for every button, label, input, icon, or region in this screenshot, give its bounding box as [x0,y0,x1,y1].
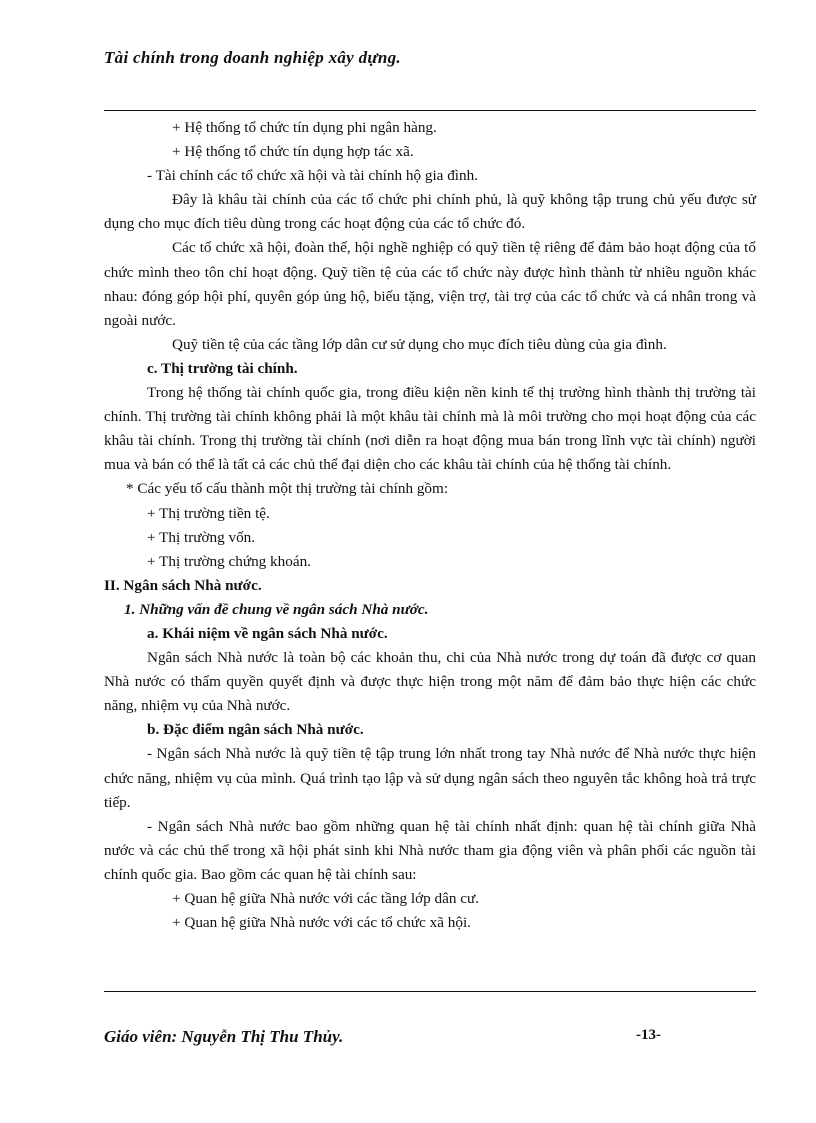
list-item: + Thị trường tiền tệ. [147,504,270,522]
header-divider [104,110,756,111]
list-item: + Hệ thống tổ chức tín dụng phi ngân hàng. [172,119,437,136]
list-item: - Tài chính các tổ chức xã hội và tài chính hộ gia đình. [147,167,479,185]
section-heading-a: a. Khái niệm về ngân sách Nhà nước. [147,624,388,642]
list-item: + Hệ thống tổ chức tín dụng hợp tác xã. [172,143,414,161]
paragraph: - Ngân sách Nhà nước bao gồm những quan hệ tài chính nhất định: quan hệ tài chính giữa Nhà nước và các chủ thể trong xã hội phát sinh khi Nhà nước tham gia động viên và phân phối các nguồn tài chính quốc gia. Bao gồm các quan hệ tài chính sau: [104,817,756,883]
paragraph: Đây là khâu tài chính của các tổ chức phi chính phủ, là quỹ không tập trung chủ yếu được sử dụng cho mục đích tiêu dùng trong các hoạt động của các tổ chức đó. [104,191,756,233]
page-body [104,116,756,935]
paragraph: - Ngân sách Nhà nước là quỹ tiền tệ tập trung lớn nhất trong tay Nhà nước để Nhà nước thực hiện chức năng, nhiệm vụ của mình. Quá trình tạo lập và sử dụng ngân sách theo nguyên tắc không hoà trả trực tiếp. [104,745,756,811]
list-item: + Quan hệ giữa Nhà nước với các tầng lớp dân cư. [172,890,480,907]
section-heading-c: c. Thị trường tài chính. [147,359,298,377]
paragraph: Trong hệ thống tài chính quốc gia, trong điều kiện nền kinh tế thị trường hình thành thị trường tài chính. Thị trường tài chính không phải là một khâu tài chính mà là môi trường cho mọi hoạt động của các khâu tài chính. Trong thị trường tài chính (nơi diễn ra hoạt động mua bán trong lĩnh vực tài chính) người mua và bán có thể là tất cả các chủ thể đại diện cho các khâu tài chính của hệ thống tài chính. [104,384,756,474]
paragraph: Ngân sách Nhà nước là toàn bộ các khoản thu, chi của Nhà nước trong dự toán đã được cơ quan Nhà nước có thẩm quyền quyết định và được thực hiện trong một năm để đảm bảo thực hiện các chức năng, nhiệm vụ của Nhà nước. [104,649,756,715]
paragraph: Quỹ tiền tệ của các tầng lớp dân cư sử dụng cho mục đích tiêu dùng của gia đình. [172,335,667,353]
list-item: + Thị trường vốn. [147,528,256,546]
paragraph: Các tổ chức xã hội, đoàn thể, hội nghề nghiệp có quỹ tiền tệ riêng để đảm bảo hoạt động của tổ chức mình theo tôn chỉ hoạt động. Quỹ tiền tệ của các tổ chức này được hình thành từ nhiều nguồn khác nhau: đóng góp hội phí, quyên góp ủng hộ, biếu tặng, viện trợ, tài trợ của các tổ chức và cá nhân trong và ngoài nước. [104,239,756,329]
page-number: -13- [636,1027,661,1043]
teacher-credit: Giáo viên: Nguyễn Thị Thu Thủy. [104,1027,344,1046]
section-heading-b: b. Đặc điểm ngân sách Nhà nước. [147,721,364,739]
footer-divider [104,991,756,992]
section-heading-ii: II. Ngân sách Nhà nước. [104,576,262,594]
section-heading-1: 1. Những vấn đề chung về ngân sách Nhà nước. [124,600,429,618]
list-item: * Các yếu tố cấu thành một thị trường tài chính gồm: [126,480,449,498]
list-item: + Quan hệ giữa Nhà nước với các tổ chức xã hội. [172,914,471,932]
running-header: Tài chính trong doanh nghiệp xây dựng. [104,48,401,67]
list-item: + Thị trường chứng khoán. [147,552,311,570]
